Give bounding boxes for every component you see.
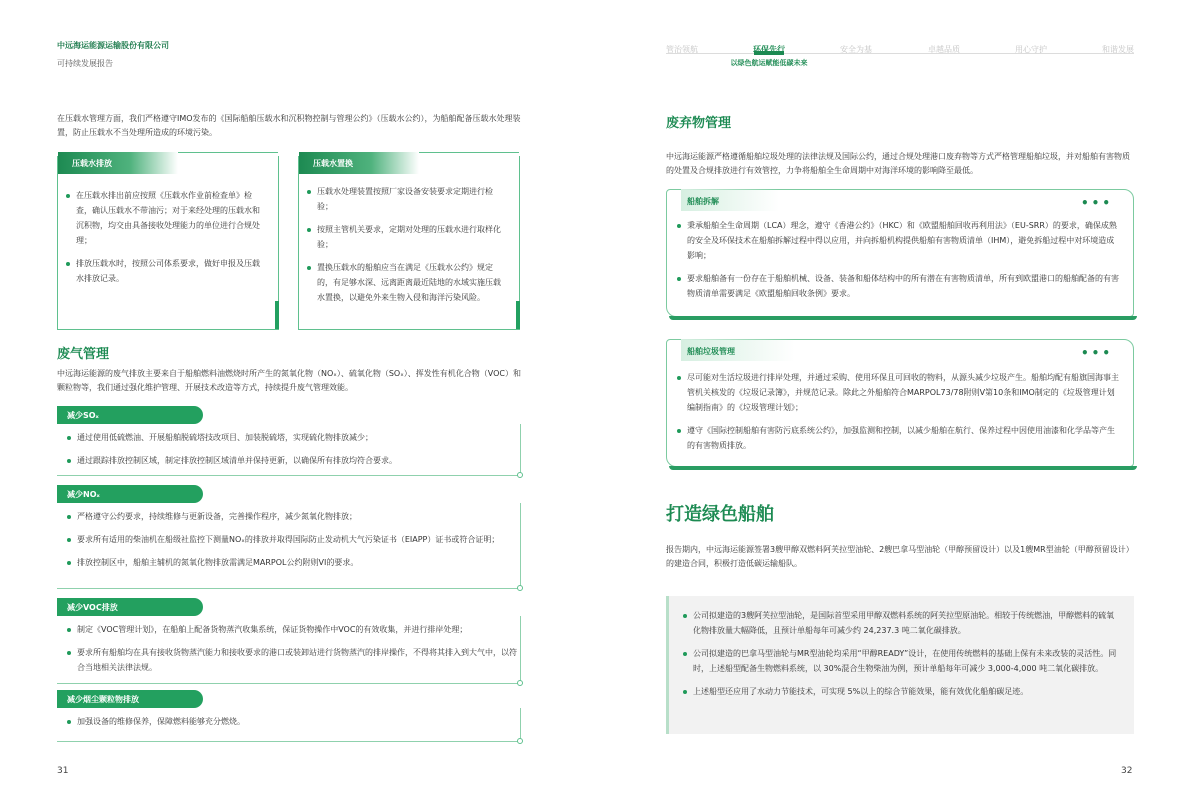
- list-item: 在压载水排出前应按照《压载水作业前检查单》检查，确认压载水不带油污；对于来经处理的压载水和沉积物，均交由具备接收处理能力的单位进行合规处理；: [64, 188, 266, 248]
- page-number-left: 31: [57, 766, 69, 776]
- list-item: 秉承船舶全生命周期（LCA）理念，遵守《香港公约》（HKC）和《欧盟船舶回收再利用法》（EU-SRR）的要求，确保成熟的安全及环保技术在船舶拆解过程中得以应用，并向拆船机构提供船舶有害物质清单（IHM），避免拆船过程中对环境造成影响；: [675, 218, 1119, 263]
- ship-recycling-box: [666, 189, 1134, 317]
- green-ship-heading: 打造绿色船舶: [666, 504, 774, 525]
- garbage-management-title: 船舶垃圾管理: [681, 339, 795, 361]
- particulate-section: [57, 708, 521, 742]
- waste-heading: 废弃物管理: [666, 116, 732, 131]
- nav-item-harmony[interactable]: 和谐发展: [1102, 45, 1134, 54]
- list-item: 要求船舶备有一份存在于船舶机械、设备、装备和船体结构中的所有潜在有害物质清单，所有到欧盟港口的船舶配备的有害物质清单需要满足《欧盟船舶回收条例》要求。: [675, 271, 1119, 301]
- nav-item-governance[interactable]: 管治领航: [666, 45, 698, 54]
- ship-recycling-title: 船舶拆解: [681, 189, 779, 211]
- ballast-discharge-title: 压载水排放: [58, 152, 178, 174]
- list-item: 上述船型还应用了水动力节能技术，可实现 5%以上的综合节能效果，能有效优化船舶碳足迹。: [681, 684, 1120, 699]
- list-item: 加强设备的维修保养，保障燃料能够充分燃烧。: [65, 714, 520, 729]
- sox-section-title: 减少SOₓ: [57, 406, 203, 424]
- waste-intro: 中远海运能源严格遵循船舶垃圾处理的法律法规及国际公约，通过合规处理港口废弃物等方式严格管理船舶垃圾，并对船舶有害物质的处置及合规排放进行有效管控，力争将船舶全生命周期中对海洋环境的影响降至最低。: [666, 152, 1130, 175]
- list-item: 要求所有适用的柴油机在船级社监控下测量NOₓ的排放并取得国际防止发动机大气污染证书（EIAPP）证书或符合证明；: [65, 532, 520, 547]
- more-dots-icon: •••: [1080, 346, 1113, 360]
- list-item: 排放控制区中，船舶主辅机的氮氧化物排放需满足MARPOL公约附则VI的要求。: [65, 555, 520, 570]
- list-item: 排放压载水时，按照公司体系要求，做好申报及压载水排放记录。: [64, 256, 266, 286]
- list-item: 通过跟踪排放控制区域，制定排放控制区域清单并保持更新，以确保所有排放均符合要求。: [65, 453, 520, 468]
- list-item: 尽可能对生活垃圾进行排岸处理，并通过采购、使用环保且可回收的物料，从源头减少垃圾产生。船舶均配有船旗国海事主管机关核发的《垃圾记录簿》，并规范记录。除此之外船舶符合MARPOL73/78附则V第10条和IMO制定的《垃圾管理计划编制指南》的《垃圾管理计划》；: [675, 370, 1119, 415]
- nox-section: [57, 503, 521, 589]
- green-ship-intro: 报告期内，中远海运能源签署3艘甲醇双燃料阿芙拉型油轮、2艘巴拿马型油轮（甲醇预留设计）以及1艘MR型油轮（甲醇预留设计）的建造合同，积极打造低碳运输船队。: [666, 545, 1134, 568]
- list-item: 遵守《国际控制船舶有害防污底系统公约》，加强监测和控制，以减少船舶在航行、保养过程中因使用油漆和化学品等产生的有害物质排放。: [675, 423, 1119, 453]
- company-name: 中远海运能源运输股份有限公司: [57, 41, 169, 50]
- sox-section: [57, 424, 521, 476]
- list-item: 置换压载水的船舶应当在满足《压载水公约》规定的，有足够水深、远离距离最近陆地的水域实施压载水置换，以避免外来生物入侵和海洋污染风险。: [305, 260, 507, 305]
- more-dots-icon: •••: [1080, 196, 1113, 210]
- particulate-section-title: 减少烟尘颗粒物排放: [57, 690, 203, 708]
- ballast-exchange-title: 压载水置换: [299, 152, 419, 174]
- green-ship-box: [666, 596, 1134, 734]
- list-item: 公司拟建造的3艘阿芙拉型油轮，是国际首型采用甲醇双燃料系统的阿芙拉型原油轮。相较于传统燃油，甲醇燃料的硫氧化物排放量大幅降低，且预计单船每年可减少约 24,237.3 吨二氧化碳排放。: [681, 608, 1120, 638]
- nav-item-quality[interactable]: 卓越品质: [928, 45, 960, 54]
- nav-item-environment[interactable]: 环保先行: [753, 45, 785, 54]
- chapter-nav: [666, 38, 1134, 68]
- garbage-management-box: [666, 339, 1134, 467]
- voc-section-title: 减少VOC排放: [57, 598, 203, 616]
- list-item: 严格遵守公约要求，持续维修与更新设备，完善操作程序，减少氮氧化物排放；: [65, 509, 520, 524]
- list-item: 公司拟建造的巴拿马型油轮与MR型油轮均采用“甲醇READY”设计，在使用传统燃料的基础上保有未来改装的灵活性。同时，上述船型配备生物燃料系统，以 30%混合生物柴油为例，预计单船每年可减少 3,000-4,000 吨二氧化碳排放。: [681, 646, 1120, 676]
- list-item: 要求所有船舶均在具有接收货物蒸汽能力和接收要求的港口或装卸站进行货物蒸汽的排岸操作，不得将其排入到大气中，以符合当地相关法律法规。: [65, 645, 520, 675]
- report-name: 可持续发展报告: [57, 59, 113, 68]
- nav-item-care[interactable]: 用心守护: [1015, 45, 1047, 54]
- list-item: 按照主管机关要求，定期对处理的压载水进行取样化验；: [305, 222, 507, 252]
- waste-gas-intro: 中远海运能源的废气排放主要来自于船舶燃料油燃烧时所产生的氮氧化物（NOₓ）、硫氧化物（SOₓ）、挥发性有机化合物（VOC）和颗粒物等，我们通过强化维护管理、开展技术改造等方式，持续提升废气管理效能。: [57, 369, 521, 392]
- page-number-right: 32: [1121, 766, 1133, 776]
- nav-active-subtitle: 以绿色航运赋能低碳未来: [730, 59, 808, 67]
- waste-gas-heading: 废气管理: [57, 347, 110, 362]
- nox-section-title: 减少NOₓ: [57, 485, 203, 503]
- nav-item-safety[interactable]: 安全为基: [840, 45, 872, 54]
- ballast-discharge-box: [57, 156, 279, 330]
- ballast-intro: 在压载水管理方面，我们严格遵守IMO发布的《国际船舶压载水和沉积物控制与管理公约》（压载水公约），为船舶配备压载水处理装置，防止压载水不当处理所造成的环境污染。: [57, 114, 521, 137]
- list-item: 通过使用低硫燃油、开展船舶脱硫塔技改项目、加装脱硫塔，实现硫化物排放减少；: [65, 430, 520, 445]
- list-item: 制定《VOC管理计划》，在船舶上配备货物蒸汽收集系统，保证货物操作中VOC的有效收集，并进行排岸处理；: [65, 622, 520, 637]
- list-item: 压载水处理装置按照厂家设备安装要求定期进行检验；: [305, 184, 507, 214]
- voc-section: [57, 616, 521, 684]
- ballast-exchange-box: [298, 156, 520, 330]
